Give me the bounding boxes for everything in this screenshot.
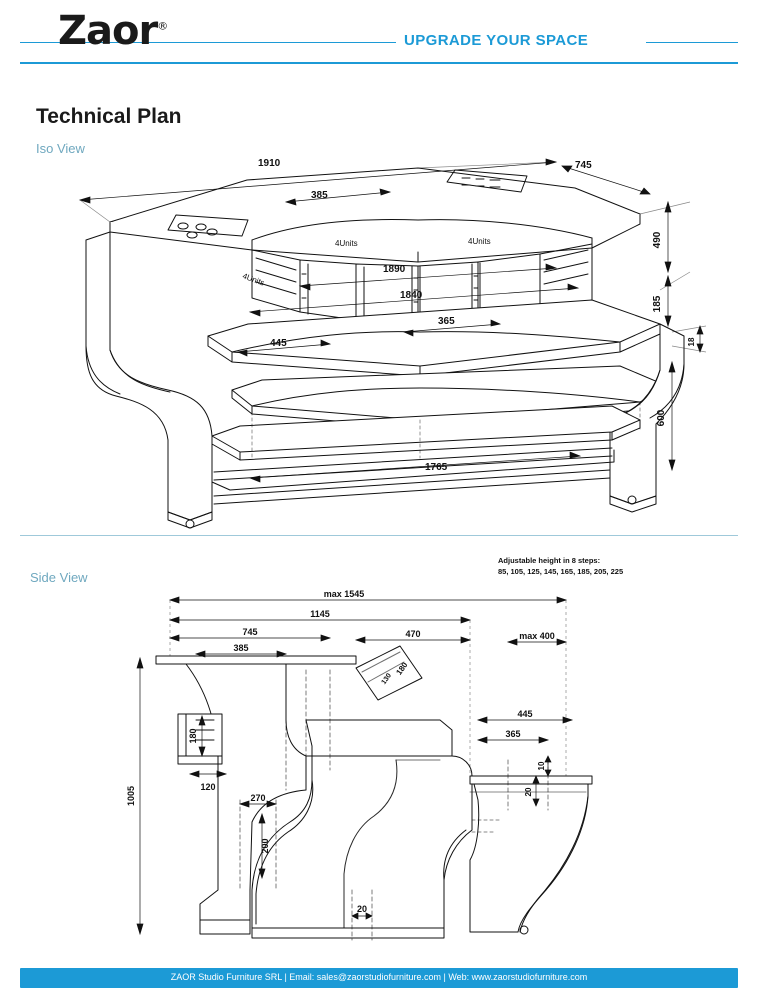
dim-1005: 1005	[126, 785, 136, 807]
rack-label-mid: 4Units	[335, 239, 358, 248]
dim-max-1545: max 1545	[323, 589, 365, 599]
dim-365: 365	[438, 316, 455, 327]
dim-10-right: 10	[537, 761, 546, 771]
angle-label-180: 180	[394, 660, 410, 677]
adjustable-note-line1: Adjustable height in 8 steps:	[498, 556, 601, 565]
page-footer	[20, 968, 738, 988]
dim-200: 200	[260, 838, 270, 854]
dim-1765: 1765	[425, 462, 448, 473]
dim-365: 365	[505, 729, 521, 739]
registered-mark-icon: ®	[157, 19, 168, 33]
page-header	[0, 0, 758, 64]
rack-label-left: 4Units	[241, 271, 266, 288]
dim-445: 445	[270, 338, 287, 349]
angle-label-130: 130	[380, 672, 393, 686]
rack-label-right: 4Units	[468, 237, 491, 246]
dim-20-bottom: 20	[356, 904, 368, 914]
dim-20-right: 20	[524, 787, 533, 797]
dim-490: 490	[652, 231, 663, 249]
dim-1840: 1840	[400, 290, 423, 301]
header-rule-bottom	[20, 62, 738, 64]
dim-120: 120	[200, 782, 216, 792]
dim-max-400: max 400	[519, 631, 555, 641]
side-view-title: Side View	[30, 570, 88, 585]
dim-385: 385	[311, 190, 328, 201]
dim-1910: 1910	[258, 158, 281, 169]
iso-view-title: Iso View	[36, 141, 85, 156]
side-view-drawing	[0, 560, 758, 960]
dim-445: 445	[517, 709, 533, 719]
dim-745: 745	[575, 160, 592, 171]
dim-18: 18	[687, 337, 696, 347]
dim-180: 180	[188, 728, 198, 744]
logo-text: Zaor	[58, 8, 158, 54]
dim-600: 600	[656, 409, 667, 427]
dim-270: 270	[250, 793, 266, 803]
dim-470: 470	[405, 629, 421, 639]
dim-1890: 1890	[383, 264, 406, 275]
tagline: UPGRADE YOUR SPACE	[404, 32, 589, 49]
adjustable-note-line2: 85, 105, 125, 145, 165, 185, 205, 225	[498, 567, 624, 576]
dim-385: 385	[233, 643, 249, 653]
dim-185: 185	[652, 295, 663, 313]
footer-contact-text: ZAOR Studio Furniture SRL | Email: sales@zaorstudiofurniture.com | Web: www.zaorstudiofurniture.com	[170, 972, 588, 982]
dim-745: 745	[242, 627, 258, 637]
iso-view-drawing	[0, 140, 758, 530]
zaor-logo	[58, 8, 167, 54]
page-title: Technical Plan	[36, 105, 182, 128]
dim-1145: 1145	[310, 609, 330, 619]
section-divider	[20, 535, 738, 536]
